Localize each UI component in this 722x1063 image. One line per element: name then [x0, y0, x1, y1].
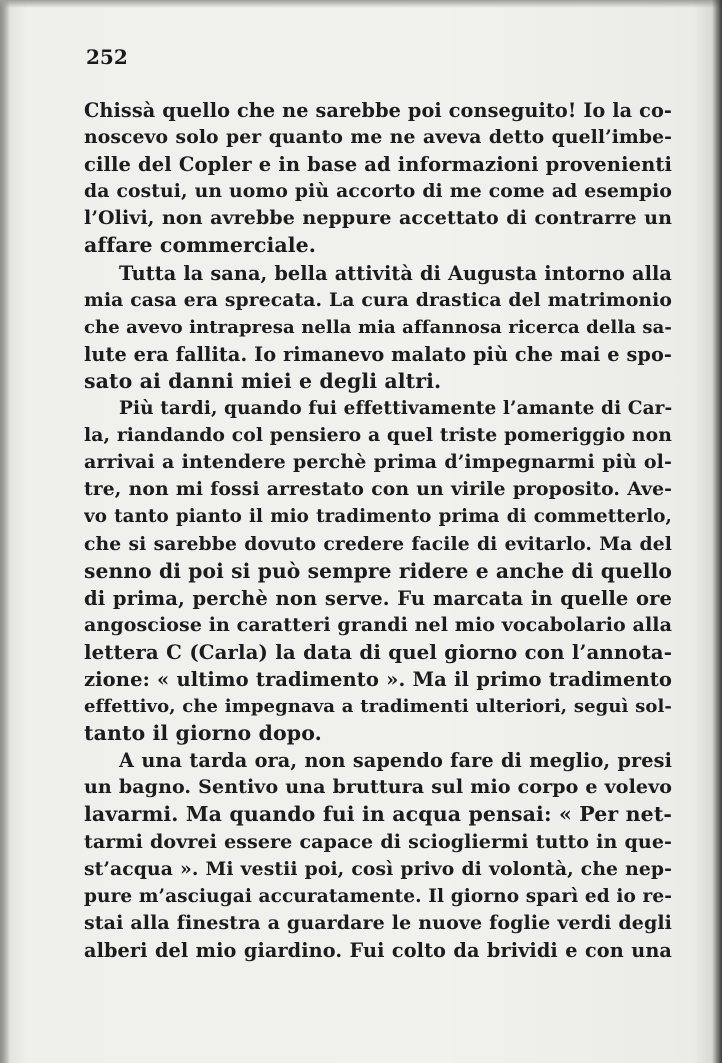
text-line: effettivo, che impegnava a tradimenti ulteriori, seguì sol- [84, 696, 672, 718]
text-line: lute era fallita. Io rimanevo malato più che mai e spo- [84, 342, 672, 366]
text-line: sato ai danni miei e degli altri. [84, 368, 442, 393]
text-line: st’acqua ». Mi vestii poi, così privo di volontà, che nep- [84, 857, 672, 880]
text-line: A una tarda ora, non sapendo fare di meglio, presi [119, 749, 672, 773]
text-line: che avevo intrapresa nella mia affannosa ricerca della sa- [84, 316, 672, 338]
text-line: arrivai a intendere perchè prima d’impegnarmi più ol- [84, 451, 672, 474]
text-line: affare commerciale. [84, 233, 316, 258]
text-line: noscevo solo per quanto me ne aveva detto quell’imbe- [84, 126, 672, 149]
text-line: un bagno. Sentivo una bruttura sul mio corpo e volevo [84, 776, 672, 799]
body-text [84, 97, 672, 964]
text-line: tarmi dovrei essere capace di sciogliermi tutto in que- [84, 830, 672, 853]
text-line: zione: « ultimo tradimento ». Ma il primo tradimento [84, 667, 672, 691]
text-line: stai alla finestra a guardare le nuove foglie verdi degli [84, 911, 672, 934]
text-line: Chissà quello che ne sarebbe poi conseguito! Io la co- [84, 99, 672, 122]
text-line: Tutta la sana, bella attività di Augusta intorno alla [119, 261, 672, 285]
text-line: angosciose in caratteri grandi nel mio vocabolario alla [84, 613, 672, 636]
text-line: alberi del mio giardino. Fui colto da brividi e con una [84, 938, 672, 962]
text-line: lettera C (Carla) la data di quel giorno con l’annota- [84, 639, 672, 664]
text-line: da costui, un uomo più accorto di me come ad esempio [84, 180, 672, 203]
text-line: Più tardi, quando fui effettivamente l’amante di Car- [119, 398, 672, 420]
text-line: l’Olivi, non avrebbe neppure accettato di contrarre un [84, 207, 672, 230]
text-line: mia casa era sprecata. La cura drastica del matrimonio [84, 288, 672, 311]
text-line: tanto il giorno dopo. [84, 721, 322, 746]
top-edge-shadow [0, 0, 722, 8]
text-line: di prima, perchè non serve. Fu marcata in quelle ore [84, 586, 672, 610]
text-line: vo tanto pianto il mio tradimento prima di commetterlo, [84, 506, 672, 528]
text-line: lavarmi. Ma quando fui in acqua pensai: « Per net- [84, 802, 672, 827]
text-line: cille del Copler e in base ad informazioni provenienti [84, 153, 672, 177]
text-line: la, riandando col pensiero a quel triste pomeriggio non [84, 424, 672, 447]
text-line: tre, non mi fossi arrestato con un virile proposito. Ave- [84, 478, 672, 501]
page-number: 252 [86, 45, 128, 69]
text-line: senno di poi si può sempre ridere e anche di quello [84, 558, 672, 583]
right-edge-shadow [712, 0, 722, 1063]
text-line: pure m’asciugai accuratamente. Il giorno sparì ed io re- [84, 885, 672, 907]
text-line: che si sarebbe dovuto credere facile di evitarlo. Ma del [84, 532, 672, 555]
gutter-shadow [0, 0, 10, 1063]
